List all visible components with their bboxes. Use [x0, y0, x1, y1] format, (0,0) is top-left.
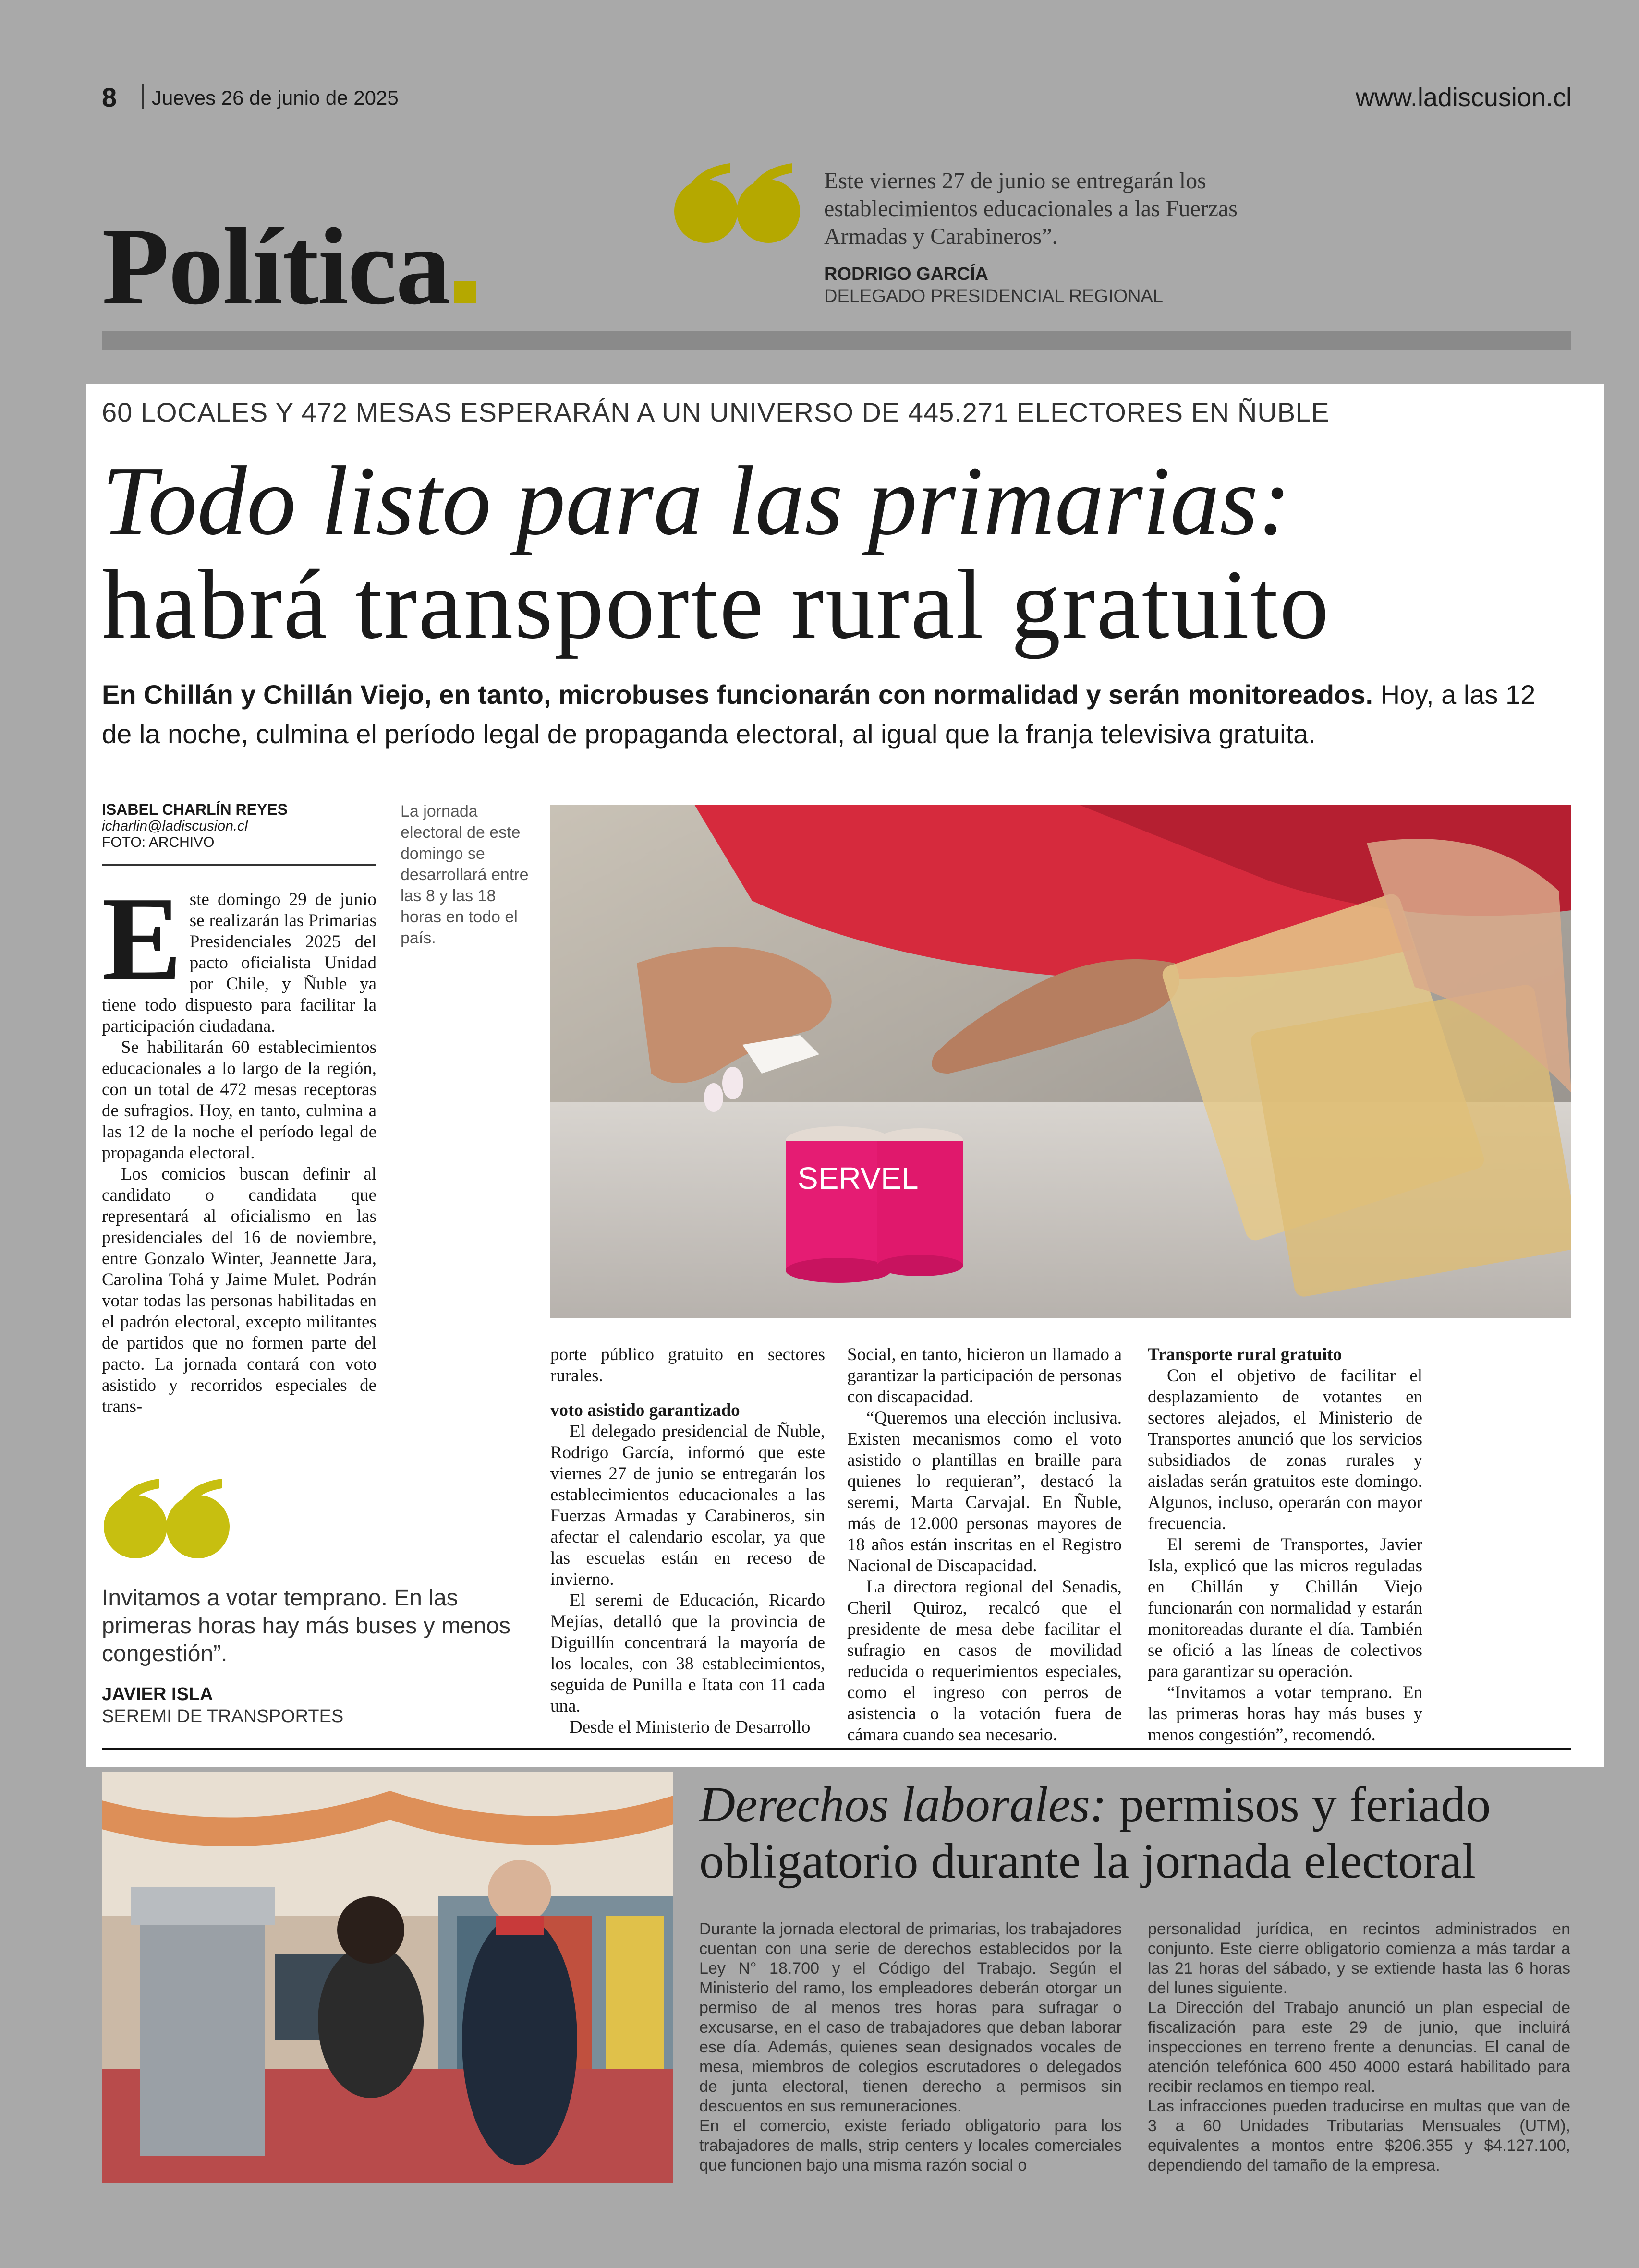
paragraph: Durante la jornada electoral de primarias, los trabajadores cuentan con una serie de derechos establecidos por la Ley N° 18.700 y el Código del Trabajo. Según el Ministerio del ramo, los empleadores deberán otorgar un permiso de al menos tres horas para sufragar o excusarse, en el caso de trabajadores que deban laborar ese día. Además, quienes sean designados vocales de mesa, miembros de colegios escrutadores o delegados de junta electoral, tienen derecho a permisos sin descuentos en sus remuneraciones. — [699, 1920, 1122, 2115]
paragraph: Desde el Ministerio de Desarrollo — [570, 1717, 811, 1737]
paragraph: El seremi de Transportes, Javier Isla, explicó que las micros reguladas en Chillán y Chillán Viejo funcionarán con normalidad y estarán monitoreadas durante el día. También se ofició a las líneas de colectivos para garantizar su operación. — [1148, 1535, 1422, 1681]
byline-email[interactable]: icharlin@ladiscusion.cl — [102, 818, 248, 834]
secondary-headline-rest: permisos y feriado obligatorio durante la jornada electoral — [699, 1777, 1491, 1889]
site-url[interactable]: www.ladiscusion.cl — [1355, 83, 1572, 112]
paragraph: El seremi de Educación, Ricardo Mejías, detalló que la provincia de Diguillín concentrará la mayoría de los locales, con 38 establecimientos, seguida de Punilla e Itata con 11 cada una. — [550, 1591, 825, 1716]
header-divider — [142, 84, 144, 109]
paragraph: Los comicios buscan definir al candidato o candidata que representará al oficialismo en las presidenciales del 16 de noviembre, entre Gonzalo Winter, Jeannette Jara, Carolina Tohá y Jaime Mulet. Podrán votar todas las personas habilitadas en el padrón electoral, excepto militantes de partidos que no formen parte del pacto. La jornada contará con voto asistido y recorridos especiales de trans- — [102, 1164, 376, 1416]
paragraph: Con el objetivo de facilitar el desplazamiento de votantes en sectores alejados, el Ministerio de Transportes anunció que los servicios subsidiados de zonas rurales y aisladas serán gratuitos este domingo. Algunos, incluso, operarán con mayor frecuencia. — [1148, 1366, 1422, 1533]
paragraph: En el comercio, existe feriado obligatorio para los trabajadores de malls, strip centers y locales comerciales que funcionen bajo una misma razón social o — [699, 2117, 1122, 2174]
secondary-column-2 — [1148, 1919, 1570, 2175]
article-bottom-rule — [102, 1748, 1571, 1750]
store-photo-illustration — [102, 1772, 673, 2183]
photo-caption: La jornada electoral de este domingo se desarrollará entre las 8 y las 18 horas en todo el país. — [401, 802, 529, 947]
main-photo — [550, 805, 1571, 1318]
secondary-headline — [699, 1776, 1573, 1890]
page-date: Jueves 26 de junio de 2025 — [152, 86, 399, 109]
paragraph: “Invitamos a votar temprano. En las primeras horas hay más buses y menos congestión”, recomendó. — [1148, 1683, 1422, 1745]
quote-mark-icon — [672, 163, 807, 245]
paragraph: El delegado presidencial de Ñuble, Rodrigo García, informó que este viernes 27 de junio se entregarán los establecimientos educacionales a las Fuerzas Armadas y Carabineros, sin afectar el calendario escolar, ya que las escuelas están en receso de invierno. — [550, 1422, 825, 1589]
byline-rule — [102, 864, 376, 866]
top-quote-author: RODRIGO GARCÍA — [824, 264, 988, 284]
byline-author: ISABEL CHARLÍN REYES — [102, 801, 288, 818]
article-column-1 — [102, 872, 376, 1417]
paragraph: personalidad jurídica, en recintos administrados en conjunto. Este cierre obligatorio comienza a más tardar a las 21 horas del sábado, y se extiende hasta las 6 horas del lunes siguiente. — [1148, 1920, 1570, 1997]
section-title-text: Política — [102, 205, 450, 327]
paragraph: La Dirección del Trabajo anunció un plan especial de fiscalización para este 29 de junio, que incluirá inspecciones en terreno frente a denuncias. El canal de atención telefónica 600 450 4000 estará habilitado para recibir reclamos en tiempo real. — [1148, 1999, 1570, 2096]
voting-photo-illustration — [550, 805, 1571, 1318]
article-column-3 — [847, 1344, 1122, 1746]
article-lead — [102, 675, 1571, 754]
lead-bold: En Chillán y Chillán Viejo, en tanto, microbuses funcionarán con normalidad y serán monitoreados. — [102, 679, 1373, 710]
article-headline-line2: habrá transporte rural gratuito — [102, 549, 1331, 659]
article-headline-line1: Todo listo para las primarias: — [102, 446, 1291, 555]
byline-photo-credit: FOTO: ARCHIVO — [102, 834, 215, 850]
article-kicker: 60 LOCALES Y 472 MESAS ESPERARÁN A UN UNIVERSO DE 445.271 ELECTORES EN ÑUBLE — [102, 397, 1330, 427]
paragraph: Se habilitarán 60 establecimientos educacionales a lo largo de la región, con un total de 472 mesas receptoras de sufragios. Hoy, en tanto, culmina a las 12 de la noche el período legal de propaganda electoral. — [102, 1037, 376, 1163]
paragraph: Las infracciones pueden traducirse en multas que van de 3 a 60 Unidades Tributarias Mensuales (UTM), equivalentes a montos entre $206.355 y $4.127.100, dependiendo del tamaño de la empresa. — [1148, 2097, 1570, 2174]
bottom-quote-author: JAVIER ISLA — [102, 1684, 213, 1704]
secondary-column-1 — [699, 1919, 1122, 2175]
article-column-2 — [550, 1344, 825, 1738]
paragraph: Social, en tanto, hicieron un llamado a garantizar la participación de personas con discapacidad. — [847, 1345, 1122, 1407]
paragraph: La directora regional del Senadis, Cheril Quiroz, recalcó que el presidente de mesa debe facilitar el sufragio en casos de movilidad reducida o requerimientos especiales, como el ingreso con perros de asistencia o la votación fuera de cámara cuando sea necesario. — [847, 1577, 1122, 1745]
paragraph: ste domingo 29 de junio se realizarán las Primarias Presidenciales 2025 del pacto oficialista Unidad por Chile, y Ñuble ya tiene todo dispuesto para facilitar la participación ciudadana. — [102, 890, 376, 1036]
bottom-quote-role: SEREMI DE TRANSPORTES — [102, 1706, 344, 1726]
subheading: Transporte rural gratuito — [1148, 1345, 1342, 1364]
top-quote-role: DELEGADO PRESIDENCIAL REGIONAL — [824, 286, 1164, 306]
lead-rest: Hoy, a las 12 de la noche, culmina el período legal de propaganda electoral, al igual que la franja televisiva gratuita. — [102, 679, 1536, 749]
page-number: 8 — [102, 82, 117, 112]
article-column-4 — [1148, 1344, 1422, 1746]
servel-label: SERVEL — [798, 1161, 919, 1195]
dropcap: E — [102, 872, 182, 1005]
quote-mark-icon — [102, 1479, 236, 1560]
subheading: voto asistido garantizado — [550, 1400, 740, 1420]
section-title — [102, 205, 476, 327]
secondary-photo — [102, 1772, 673, 2183]
secondary-headline-italic: Derechos laborales: — [699, 1777, 1107, 1832]
top-quote-text: Este viernes 27 de junio se entregarán los establecimientos educacionales a las Fuerzas Armadas y Carabineros”. — [824, 168, 1238, 249]
paragraph: porte público gratuito en sectores rurales. — [550, 1345, 825, 1386]
paragraph: “Queremos una elección inclusiva. Existen mecanismos como el voto asistido o plantillas en braille para quienes lo requieran”, destacó la seremi, Marta Carvajal. En Ñuble, más de 12.000 personas mayores de 18 años están inscritas en el Registro Nacional de Discapacidad. — [847, 1408, 1122, 1576]
header-rule — [102, 331, 1571, 350]
bottom-quote-text: Invitamos a votar temprano. En las primeras horas hay más buses y menos congestión”. — [102, 1585, 511, 1666]
section-dot-icon — [454, 281, 476, 303]
